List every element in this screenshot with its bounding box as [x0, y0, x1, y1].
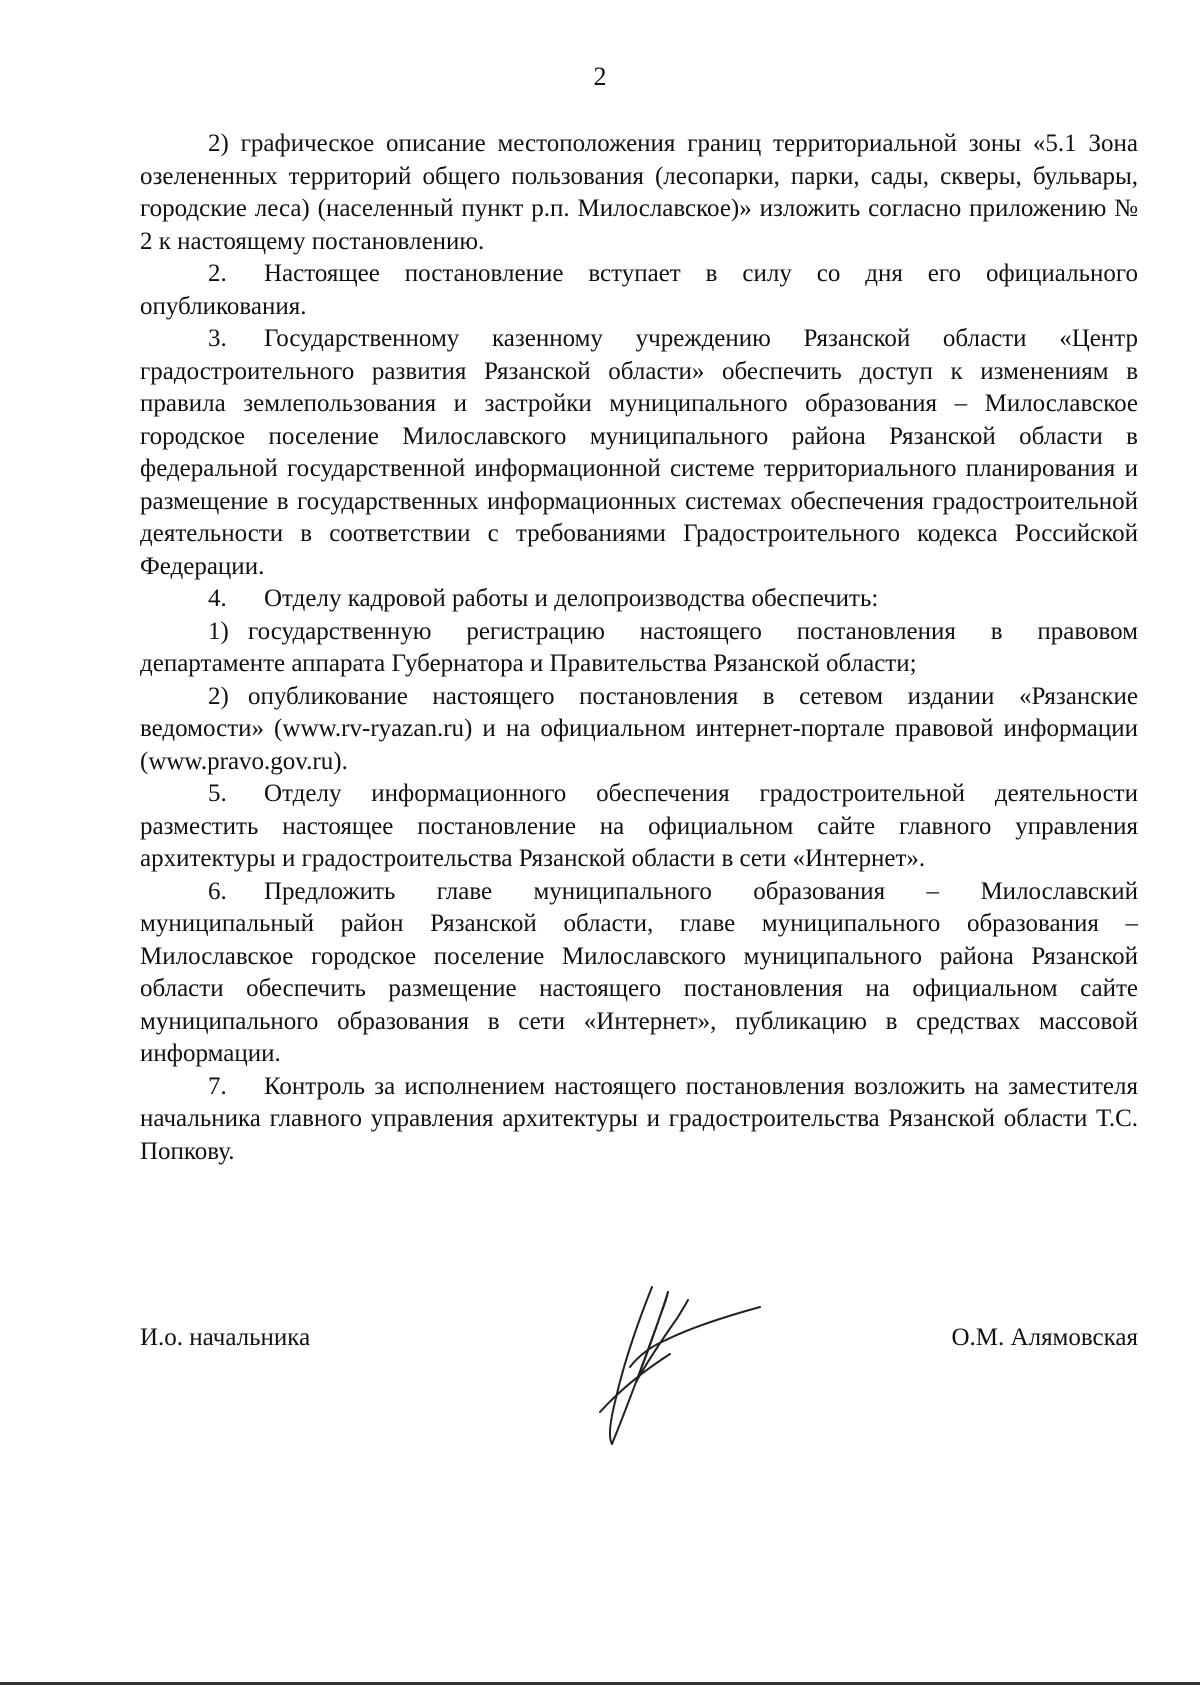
paragraph-text: государственную регистрацию настоящего постановления в правовом департаменте аппарата Губернатора и Правительства Рязанской области; [140, 617, 1138, 677]
document-body [140, 128, 1138, 1168]
paragraph-4 [140, 583, 1138, 616]
paragraph-7 [140, 1071, 1138, 1169]
paragraph-4-2 [140, 681, 1138, 779]
signature-block [140, 1322, 1138, 1362]
paragraph-text: Отделу кадровой работы и делопроизводства обеспечить: [264, 585, 879, 612]
paragraph-text: Предложить главе муниципального образования – Милославский муниципальный район Рязанской области, главе муниципального образования – Милославское городское поселение Милославского муниципального района Рязанской области обеспечить размещение настоящего постановления на официальном сайте муниципального образования в сети «Интернет», публикацию в средствах массовой информации. [140, 877, 1138, 1067]
paragraph-number: 4. [208, 585, 227, 612]
paragraph-text: Настоящее постановление вступает в силу со дня его официального опубликования. [140, 260, 1138, 320]
paragraph-3 [140, 323, 1138, 583]
paragraph-number: 7. [208, 1072, 227, 1100]
paragraph-text: Государственному казенному учреждению Рязанской области «Центр градостроительного развития Рязанской области» обеспечить доступ к изменениям в правила землепользования и застройки муниципального образования – Милославское городское поселение Милославского муниципального района Рязанской области в федеральной государственной информационной системе территориального планирования и размещение в государственных информационных системах обеспечения градостроительной деятельности в соответствии с требованиями Градостроительного кодекса Российской Федерации. [140, 325, 1138, 580]
signatory-name: О.М. Алямовская [951, 1324, 1138, 1351]
paragraph-text: 2) графическое описание местоположения границ территориальной зоны «5.1 Зона озелененных территорий общего пользования (лесопарки, парки, сады, скверы, бульвары, городские леса) (населенный пункт р.п. Милославское)» изложить согласно приложению № 2 к настоящему постановлению. [140, 130, 1138, 255]
paragraph-5 [140, 778, 1138, 876]
paragraph-6 [140, 876, 1138, 1071]
paragraph-text: Отделу информационного обеспечения градостроительной деятельности разместить настоящее постановление на официальном сайте главного управления архитектуры и градостроительства Рязанской области в сети «Интернет». [140, 780, 1138, 872]
paragraph-text: Контроль за исполнением настоящего постановления возложить на заместителя начальника главного управления архитектуры и градостроительства Рязанской области Т.С. Попкову. [140, 1072, 1138, 1165]
paragraph-number: 6. [208, 877, 227, 905]
paragraph-2 [140, 258, 1138, 323]
signatory-position: И.о. начальника [140, 1324, 311, 1351]
subitem-number: 2) [208, 682, 229, 710]
bottom-scan-edge [0, 1682, 1200, 1685]
page-number: 2 [593, 62, 607, 91]
paragraph-number: 5. [208, 780, 227, 807]
paragraph-4-1 [140, 616, 1138, 681]
paragraph-item-1-2 [140, 128, 1138, 258]
paragraph-number: 2. [208, 260, 227, 287]
handwritten-signature-icon [570, 1262, 770, 1462]
subitem-number: 1) [208, 617, 229, 645]
paragraph-text: опубликование настоящего постановления в сетевом издании «Рязанские ведомости» (www.rv-ryazan.ru) и на официальном интернет-портале правовой информации (www.pravo.gov.ru). [140, 682, 1138, 775]
paragraph-number: 3. [208, 325, 227, 352]
